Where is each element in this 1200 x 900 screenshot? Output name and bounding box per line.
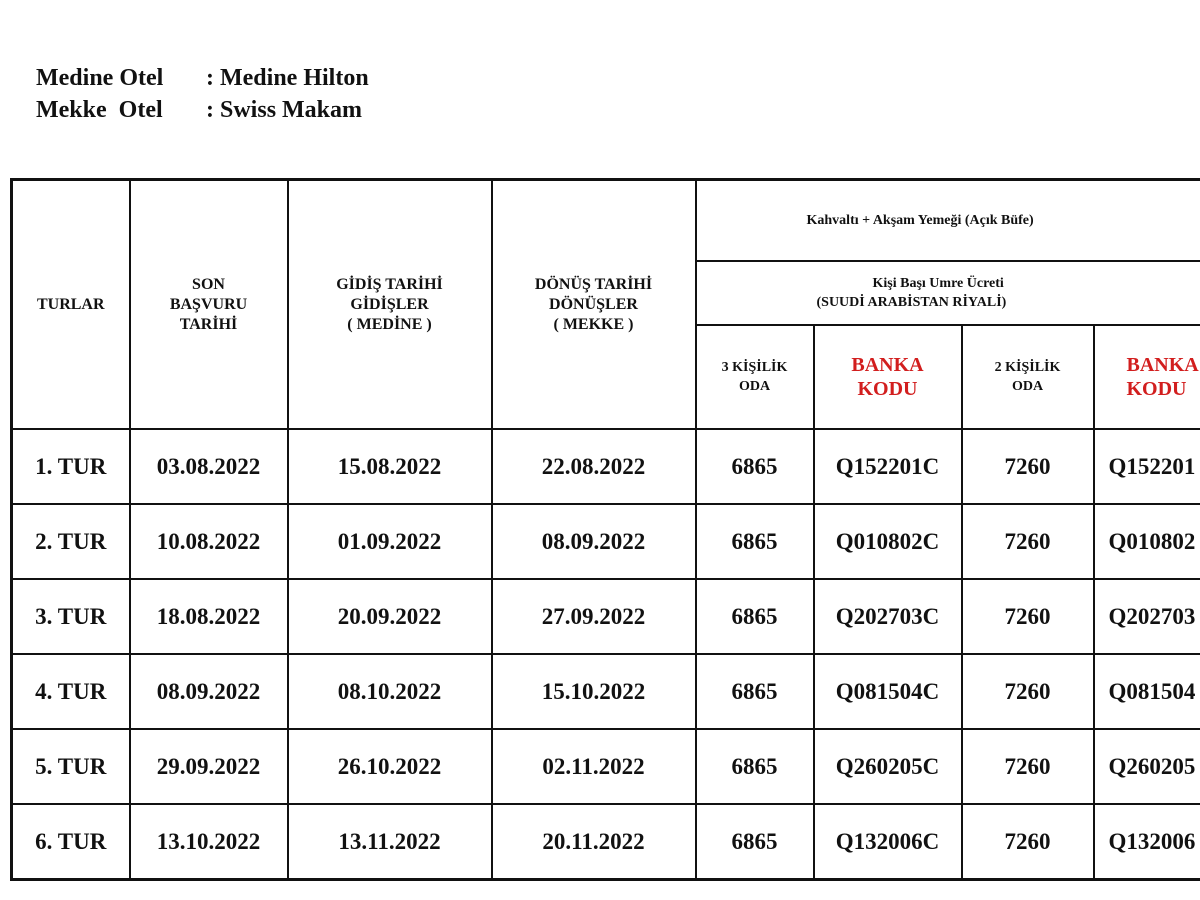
header-bank-code-2-line2: KODU bbox=[1126, 378, 1187, 400]
header-gidis-line2: GİDİŞLER bbox=[350, 295, 429, 313]
cell-donus: 08.09.2022 bbox=[492, 504, 696, 579]
header-donus bbox=[492, 180, 696, 430]
cell-son-basvuru: 03.08.2022 bbox=[130, 429, 288, 504]
cell-gidis: 20.09.2022 bbox=[288, 579, 492, 654]
header-meal-plan-text: Kahvaltı + Akşam Yemeği (Açık Büfe) bbox=[806, 213, 1034, 228]
cell-tur: 3. TUR bbox=[12, 579, 130, 654]
cell-gidis: 01.09.2022 bbox=[288, 504, 492, 579]
cell-tur: 4. TUR bbox=[12, 654, 130, 729]
header-room-3-line2: ODA bbox=[738, 379, 771, 394]
table-row bbox=[12, 804, 1200, 880]
cell-gidis: 13.11.2022 bbox=[288, 804, 492, 880]
cell-price-3: 6865 bbox=[696, 429, 814, 504]
medine-hotel-label: Medine Otel bbox=[36, 65, 164, 91]
header-son-basvuru-line1: SON bbox=[192, 275, 225, 293]
tour-table bbox=[10, 178, 1200, 881]
cell-son-basvuru: 10.08.2022 bbox=[130, 504, 288, 579]
cell-price-3: 6865 bbox=[696, 804, 814, 880]
header-donus-line3: ( MEKKE ) bbox=[553, 315, 634, 333]
cell-price-2: 7260 bbox=[962, 579, 1094, 654]
cell-gidis: 15.08.2022 bbox=[288, 429, 492, 504]
cell-son-basvuru: 13.10.2022 bbox=[130, 804, 288, 880]
cell-price-2: 7260 bbox=[962, 504, 1094, 579]
cell-code-3: Q202703C bbox=[814, 579, 962, 654]
cell-price-3: 6865 bbox=[696, 579, 814, 654]
cell-code-2: Q152201 bbox=[1094, 429, 1200, 504]
cell-price-3: 6865 bbox=[696, 504, 814, 579]
header-son-basvuru-line3: TARİHİ bbox=[179, 315, 238, 333]
cell-price-2: 7260 bbox=[962, 654, 1094, 729]
cell-price-3: 6865 bbox=[696, 654, 814, 729]
table-row bbox=[12, 729, 1200, 804]
table-row bbox=[12, 654, 1200, 729]
header-room-2-line2: ODA bbox=[1011, 379, 1044, 394]
header-bank-code-2 bbox=[1094, 325, 1200, 429]
cell-code-2: Q132006 bbox=[1094, 804, 1200, 880]
cell-gidis: 08.10.2022 bbox=[288, 654, 492, 729]
cell-tur: 1. TUR bbox=[12, 429, 130, 504]
hotel-info bbox=[36, 62, 369, 126]
separator: : bbox=[206, 65, 214, 91]
header-price bbox=[696, 261, 1200, 325]
cell-code-2: Q202703 bbox=[1094, 579, 1200, 654]
header-son-basvuru-line2: BAŞVURU bbox=[169, 295, 248, 313]
cell-code-2: Q260205 bbox=[1094, 729, 1200, 804]
cell-tur: 6. TUR bbox=[12, 804, 130, 880]
table-row bbox=[12, 579, 1200, 654]
cell-price-3: 6865 bbox=[696, 729, 814, 804]
header-bank-code-2-line1: BANKA bbox=[1126, 354, 1199, 376]
header-price-line1: Kişi Başı Umre Ücreti bbox=[872, 276, 1004, 291]
header-meal-plan bbox=[696, 180, 1200, 262]
cell-code-2: Q081504 bbox=[1094, 654, 1200, 729]
cell-donus: 22.08.2022 bbox=[492, 429, 696, 504]
cell-tur: 5. TUR bbox=[12, 729, 130, 804]
header-room-2-line1: 2 KİŞİLİK bbox=[994, 360, 1061, 375]
cell-donus: 20.11.2022 bbox=[492, 804, 696, 880]
cell-donus: 02.11.2022 bbox=[492, 729, 696, 804]
cell-son-basvuru: 08.09.2022 bbox=[130, 654, 288, 729]
cell-code-3: Q081504C bbox=[814, 654, 962, 729]
cell-gidis: 26.10.2022 bbox=[288, 729, 492, 804]
header-bank-code-1-line2: KODU bbox=[857, 378, 918, 400]
cell-code-3: Q260205C bbox=[814, 729, 962, 804]
cell-code-3: Q132006C bbox=[814, 804, 962, 880]
cell-price-2: 7260 bbox=[962, 804, 1094, 880]
header-room-2 bbox=[962, 325, 1094, 429]
table-row bbox=[12, 504, 1200, 579]
header-bank-code-1-line1: BANKA bbox=[851, 354, 924, 376]
separator: : bbox=[206, 97, 214, 123]
header-turlar: TURLAR bbox=[12, 180, 130, 430]
mekke-hotel-value: Swiss Makam bbox=[220, 97, 363, 123]
header-room-3-line1: 3 KİŞİLİK bbox=[721, 360, 788, 375]
tour-table-container bbox=[10, 178, 1200, 894]
cell-son-basvuru: 18.08.2022 bbox=[130, 579, 288, 654]
header-donus-line1: DÖNÜŞ TARİHİ bbox=[534, 275, 653, 293]
header-donus-line2: DÖNÜŞLER bbox=[549, 295, 638, 313]
cell-donus: 27.09.2022 bbox=[492, 579, 696, 654]
medine-hotel-value: Medine Hilton bbox=[220, 65, 369, 91]
header-room-3 bbox=[696, 325, 814, 429]
medine-hotel-row bbox=[36, 62, 369, 94]
mekke-hotel-label: Mekke Otel bbox=[36, 97, 163, 123]
header-gidis-line1: GİDİŞ TARİHİ bbox=[336, 275, 443, 293]
header-son-basvuru bbox=[130, 180, 288, 430]
cell-code-3: Q010802C bbox=[814, 504, 962, 579]
cell-price-2: 7260 bbox=[962, 429, 1094, 504]
cell-son-basvuru: 29.09.2022 bbox=[130, 729, 288, 804]
header-bank-code-1 bbox=[814, 325, 962, 429]
cell-code-3: Q152201C bbox=[814, 429, 962, 504]
cell-code-2: Q010802 bbox=[1094, 504, 1200, 579]
table-row bbox=[12, 429, 1200, 504]
cell-price-2: 7260 bbox=[962, 729, 1094, 804]
cell-donus: 15.10.2022 bbox=[492, 654, 696, 729]
mekke-hotel-row bbox=[36, 94, 369, 126]
header-price-line2: (SUUDİ ARABİSTAN RİYALİ) bbox=[816, 295, 1007, 310]
header-gidis bbox=[288, 180, 492, 430]
header-gidis-line3: ( MEDİNE ) bbox=[347, 315, 432, 333]
cell-tur: 2. TUR bbox=[12, 504, 130, 579]
